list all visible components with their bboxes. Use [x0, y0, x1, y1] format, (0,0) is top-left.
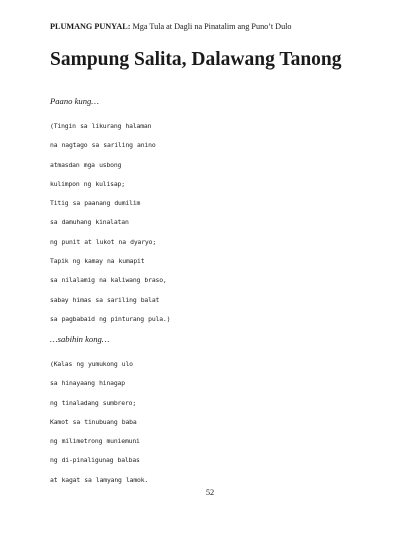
verse-line: ng di-pinaligunag balbas — [50, 456, 140, 465]
verse-line: ng milimetrong muniemuni — [50, 437, 140, 446]
verse-line: (Kalas ng yumukong ulo — [50, 360, 133, 368]
verse-line: ng tinaladang sumbrero; — [50, 398, 137, 407]
verse-line: sabay himas sa sariling balat — [50, 295, 160, 304]
verse-list — [50, 355, 148, 490]
poem-title: Sampung Salita, Dalawang Tanong — [50, 49, 342, 70]
page-number: 52 — [205, 488, 215, 497]
running-header — [50, 22, 390, 32]
stanza-heading: Paano kung… — [50, 96, 99, 106]
book-title: PLUMANG PUNYAL: — [50, 22, 131, 31]
verse-list — [50, 117, 170, 329]
verse-line: atmasdan mga usbong — [50, 160, 122, 169]
verse-line: at kagat sa lamyang lamok. — [50, 475, 149, 484]
verse-line: (Tingin sa likurang halaman — [50, 122, 152, 130]
verse-line: ng punit at lukot na dyaryo; — [50, 237, 157, 246]
verse-line: sa hinayaang hinagap — [50, 379, 125, 388]
stanza-1 — [50, 96, 170, 329]
verse-line: Kamot sa tinubuang baba — [50, 417, 137, 426]
verse-line: na nagtago sa sariling anino — [50, 141, 156, 150]
stanza-heading: …sabihin kong… — [50, 334, 110, 344]
stanza-2 — [50, 334, 148, 490]
verse-line: sa pagbabaid ng pinturang pula.) — [50, 314, 171, 323]
verse-line: Titig sa paanang dumilim — [50, 199, 141, 208]
book-subtitle: Mga Tula at Dagli na Pinatalim ang Puno’t Dulo — [132, 22, 292, 31]
verse-line: sa damuhang kinalatan — [50, 218, 129, 227]
verse-line: kulimpon ng kulisap; — [50, 179, 125, 188]
verse-line: sa nilalamig na kaliwang braso, — [50, 276, 167, 285]
verse-line: Tapik ng kamay na kumapit — [50, 257, 145, 266]
